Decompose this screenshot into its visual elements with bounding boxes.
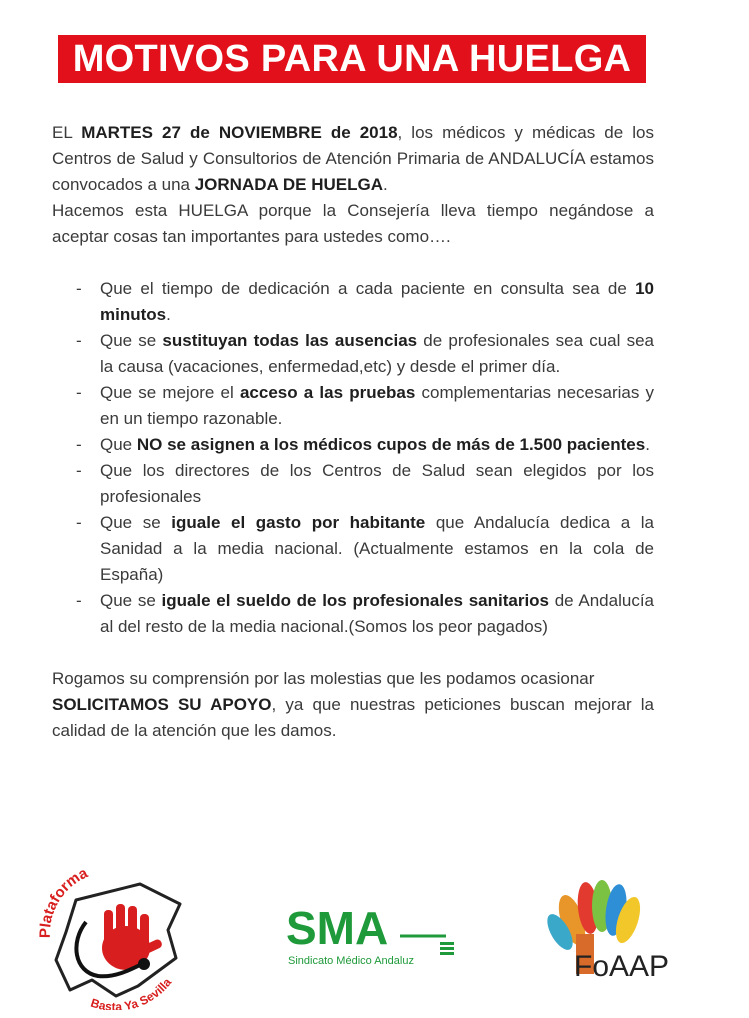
document-body [52, 120, 654, 744]
intro-strike-label: JORNADA DE HUELGA [194, 175, 383, 194]
plataforma-top-text: Plataforma [36, 864, 91, 939]
list-item: - Que el tiempo de dedicación a cada paciente en consulta sea de 10 minutos. [52, 276, 654, 328]
plataforma-logo [30, 860, 190, 1010]
list-item: - Que se iguale el gasto por habitante que Andalucía dedica a la Sanidad a la media nacional. (Actualmente estamos en la cola de España) [52, 510, 654, 588]
list-item: - Que los directores de los Centros de Salud sean elegidos por los profesionales [52, 458, 654, 510]
intro-date: MARTES 27 de NOVIEMBRE de 2018 [81, 123, 398, 142]
plataforma-bottom-text: Basta Ya Sevilla [88, 975, 175, 1010]
sma-logo [282, 900, 462, 980]
intro-text: . [383, 175, 388, 194]
list-item: - Que se mejore el acceso a las pruebas complementarias necesarias y en un tiempo razonable. [52, 380, 654, 432]
demands-list [52, 276, 654, 640]
list-item: - Que se iguale el sueldo de los profesionales sanitarios de Andalucía al del resto de la media nacional.(Somos los peor pagados) [52, 588, 654, 640]
intro-text: , los médicos y médicas de los Centros de Salud y Consultorios de Atención Primaria de ANDALUCÍA estamos convocados a una [52, 123, 654, 194]
foaap-text: FoAAP [574, 950, 670, 983]
intro-reason: Hacemos esta HUELGA porque la Consejería lleva tiempo negándose a aceptar cosas tan importantes para ustedes como…. [52, 201, 654, 246]
sma-sub-text: Sindicato Médico Andaluz [288, 955, 414, 967]
sma-emblem-icon [440, 942, 454, 955]
sma-main-text: SMA [286, 902, 389, 954]
list-item: - Que NO se asignen a los médicos cupos de más de 1.500 pacientes. [52, 432, 654, 458]
list-item: - Que se sustituyan todas las ausencias de profesionales sea cual sea la causa (vacaciones, enfermedad,etc) y desde el primer día. [52, 328, 654, 380]
page-title: MOTIVOS PARA UNA HUELGA [58, 35, 646, 83]
intro-paragraph [52, 120, 654, 250]
closing-paragraph: Rogamos su comprensión por las molestias que les podamos ocasionar SOLICITAMOS SU APOYO, ya que nuestras peticiones buscan mejorar la calidad de la atención que les damos. [52, 669, 655, 740]
foaap-logo [538, 876, 678, 986]
support-request: SOLICITAMOS SU APOYO [52, 695, 272, 714]
intro-text: EL [52, 123, 82, 142]
